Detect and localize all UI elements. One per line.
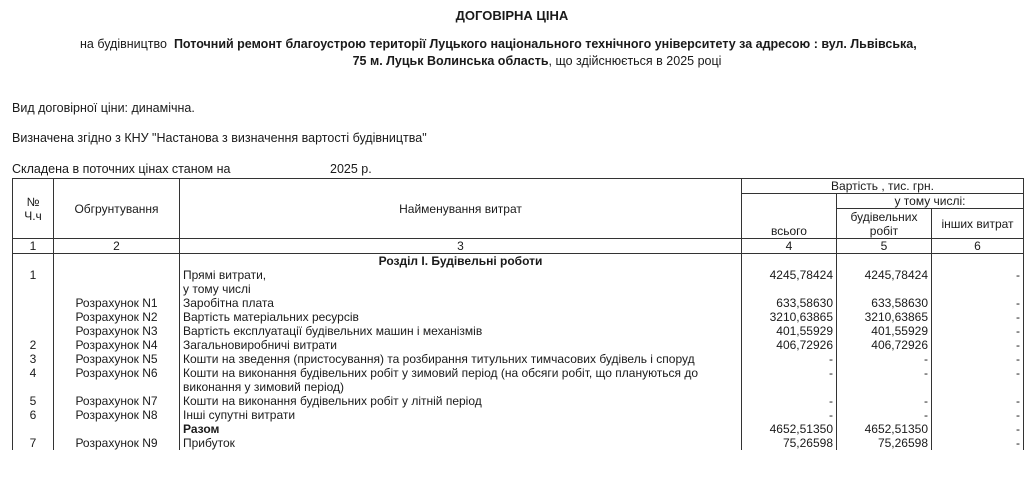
table-row [13, 324, 1024, 338]
row-basis: Розрахунок N5 [54, 352, 180, 366]
row-other: - [932, 268, 1024, 282]
row-total: 75,26598 [742, 436, 837, 450]
header-name: Найменування витрат [180, 179, 742, 239]
row-other: - [932, 422, 1024, 436]
row-other: - [932, 296, 1024, 310]
header-construction: будівельних робіт [837, 209, 932, 239]
row-total: 633,58630 [742, 296, 837, 310]
row-name: Разом [180, 422, 742, 436]
row-construction: - [837, 408, 932, 422]
table-row [13, 366, 1024, 394]
row-other [932, 282, 1024, 296]
row-num [13, 296, 54, 310]
row-num [13, 310, 54, 324]
row-num: 7 [13, 436, 54, 450]
row-num: 4 [13, 366, 54, 394]
row-basis: Розрахунок N7 [54, 394, 180, 408]
column-number: 6 [932, 239, 1024, 254]
row-name: Вартість матеріальних ресурсів [180, 310, 742, 324]
row-basis [54, 282, 180, 296]
column-number: 4 [742, 239, 837, 254]
row-construction: 4652,51350 [837, 422, 932, 436]
row-construction [837, 282, 932, 296]
row-construction: - [837, 352, 932, 366]
row-name: Загальновиробничі витрати [180, 338, 742, 352]
row-construction: 406,72926 [837, 338, 932, 352]
row-name: Прямі витрати, [180, 268, 742, 282]
table-row [13, 268, 1024, 282]
prices-year: 2025 р. [330, 162, 372, 176]
row-total: 3210,63865 [742, 310, 837, 324]
header-other: інших витрат [932, 209, 1024, 239]
header-including: у тому числі: [837, 194, 1024, 209]
row-name: Прибуток [180, 436, 742, 450]
row-basis: Розрахунок N2 [54, 310, 180, 324]
row-construction: 4245,78424 [837, 268, 932, 282]
row-other: - [932, 352, 1024, 366]
row-total: 4245,78424 [742, 268, 837, 282]
table-row [13, 436, 1024, 450]
row-other: - [932, 366, 1024, 394]
table-row [13, 338, 1024, 352]
row-basis [54, 422, 180, 436]
table-row [13, 394, 1024, 408]
row-basis [54, 268, 180, 282]
row-other: - [932, 324, 1024, 338]
column-number: 2 [54, 239, 180, 254]
column-numbers-row [13, 239, 1024, 254]
row-total [742, 282, 837, 296]
row-construction: - [837, 394, 932, 408]
table-row [13, 352, 1024, 366]
row-total: - [742, 394, 837, 408]
row-total: 4652,51350 [742, 422, 837, 436]
document-title: ДОГОВІРНА ЦІНА [455, 8, 569, 23]
row-basis: Розрахунок N1 [54, 296, 180, 310]
row-construction: 401,55929 [837, 324, 932, 338]
row-basis: Розрахунок N4 [54, 338, 180, 352]
row-num: 3 [13, 352, 54, 366]
construction-name-line1: Поточний ремонт благоустрою території Луцького національного технічного університету за адресою : вул. Львівська, [173, 37, 917, 51]
row-other: - [932, 436, 1024, 450]
header-num: № Ч.ч [13, 179, 54, 239]
column-number: 3 [180, 239, 742, 254]
column-number: 5 [837, 239, 932, 254]
row-name: Вартість експлуатації будівельних машин і механізмів [180, 324, 742, 338]
header-total: всього [742, 194, 837, 239]
table-row [13, 422, 1024, 436]
estimate-table [12, 178, 1024, 450]
row-basis: Розрахунок N8 [54, 408, 180, 422]
construction-prefix: на будівництво [80, 37, 167, 51]
row-num: 2 [13, 338, 54, 352]
row-name: Заробітна плата [180, 296, 742, 310]
row-basis: Розрахунок N6 [54, 366, 180, 394]
row-other: - [932, 394, 1024, 408]
row-num: 5 [13, 394, 54, 408]
row-construction: 633,58630 [837, 296, 932, 310]
row-name: Інші супутні витрати [180, 408, 742, 422]
row-name: Кошти на виконання будівельних робіт у зимовий період (на обсяги робіт, що плануються до виконання у зимовий період) [180, 366, 742, 394]
table-row [13, 282, 1024, 296]
construction-name-line2: 75 м. Луцьк Волинська область [352, 54, 549, 68]
row-basis: Розрахунок N9 [54, 436, 180, 450]
row-total: - [742, 366, 837, 394]
row-basis: Розрахунок N3 [54, 324, 180, 338]
section-title: Розділ I. Будівельні роботи [180, 254, 742, 269]
table-row [13, 310, 1024, 324]
construction-suffix: , що здійснюється в 2025 році [548, 54, 722, 68]
prices-as-of: Складена в поточних цінах станом на [12, 162, 231, 176]
header-basis: Обгрунтування [54, 179, 180, 239]
row-total: - [742, 352, 837, 366]
row-num [13, 422, 54, 436]
row-other: - [932, 408, 1024, 422]
row-num: 6 [13, 408, 54, 422]
price-basis: Визначена згідно з КНУ "Настанова з визначення вартості будівництва" [12, 131, 427, 145]
row-total: - [742, 408, 837, 422]
construction-description [80, 37, 917, 51]
column-number: 1 [13, 239, 54, 254]
row-num [13, 282, 54, 296]
row-other: - [932, 338, 1024, 352]
table-row [13, 408, 1024, 422]
row-num [13, 324, 54, 338]
row-total: 401,55929 [742, 324, 837, 338]
price-type: Вид договірної ціни: динамічна. [12, 101, 195, 115]
row-total: 406,72926 [742, 338, 837, 352]
row-name: у тому числі [180, 282, 742, 296]
row-construction: 3210,63865 [837, 310, 932, 324]
row-other: - [932, 310, 1024, 324]
row-construction: 75,26598 [837, 436, 932, 450]
header-cost: Вартість , тис. грн. [742, 179, 1024, 194]
row-name: Кошти на зведення (пристосування) та розбирання титульних тимчасових будівель і споруд [180, 352, 742, 366]
table-row [13, 296, 1024, 310]
row-construction: - [837, 366, 932, 394]
row-name: Кошти на виконання будівельних робіт у літній період [180, 394, 742, 408]
row-num: 1 [13, 268, 54, 282]
construction-description-line2 [0, 54, 1024, 68]
